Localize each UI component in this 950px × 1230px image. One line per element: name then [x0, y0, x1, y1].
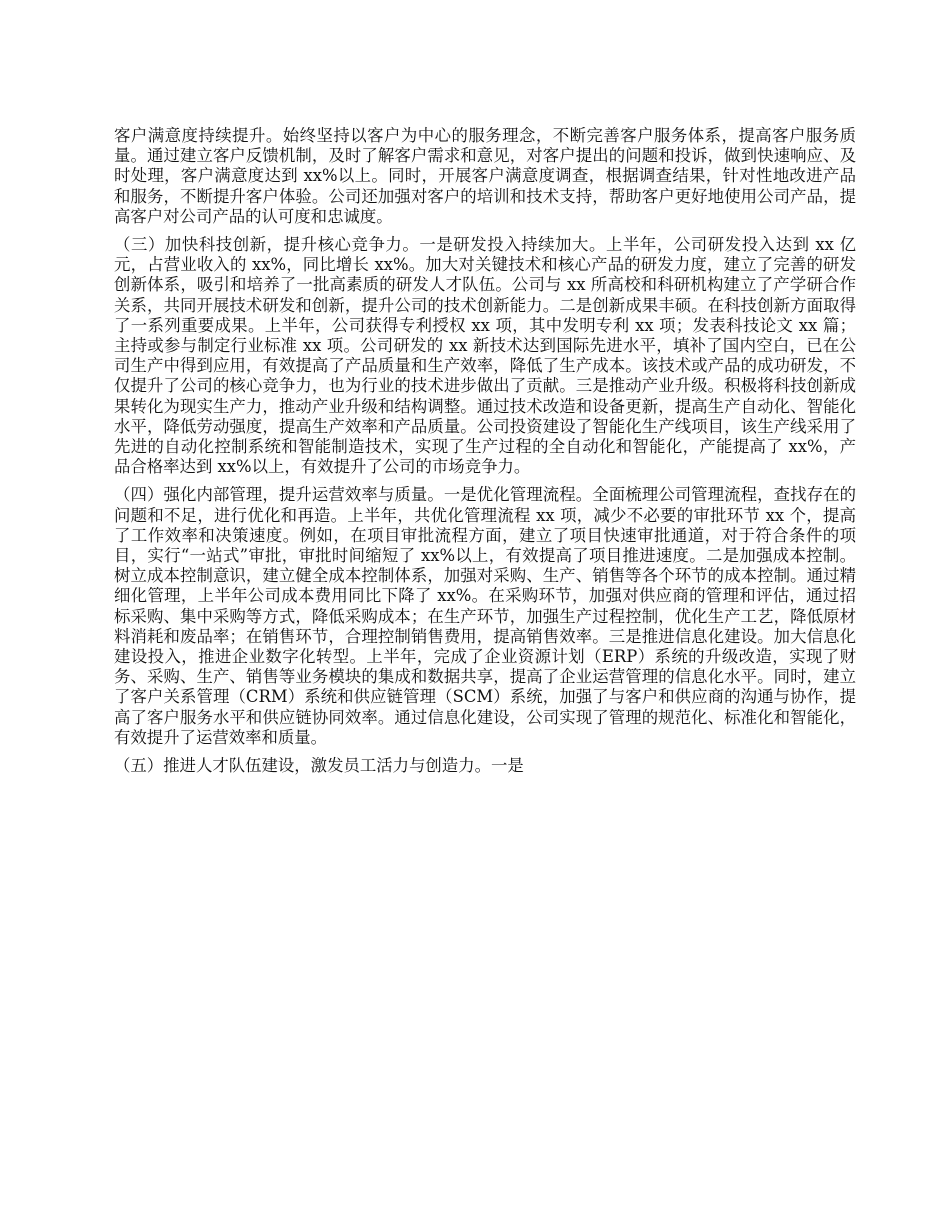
paragraph-customer-satisfaction: 客户满意度持续提升。始终坚持以客户为中心的服务理念，不断完善客户服务体系，提高客户服务质量。通过建立客户反馈机制，及时了解客户需求和意见，对客户提出的问题和投诉，做到快速响应、及时处理，客户满意度达到 xx%以上。同时，开展客户满意度调查，根据调查结果，针对性地改进产品和服务，不断提升客户体验。公司还加强对客户的培训和技术支持，帮助客户更好地使用公司产品，提高客户对公司产品的认可度和忠诚度。 — [114, 126, 856, 226]
paragraph-tech-innovation: （三）加快科技创新，提升核心竞争力。一是研发投入持续加大。上半年，公司研发投入达到 xx 亿元，占营业收入的 xx%，同比增长 xx%。加大对关键技术和核心产品的研发力度，建立了完善的研发创新体系，吸引和培养了一批高素质的研发人才队伍。公司与 xx 所高校和科研机构建立了产学研合作关系，共同开展技术研发和创新，提升公司的技术创新能力。二是创新成果丰硕。在科技创新方面取得了一系列重要成果。上半年，公司获得专利授权 xx 项，其中发明专利 xx 项；发表科技论文 xx 篇；主持或参与制定行业标准 xx 项。公司研发的 xx 新技术达到国际先进水平，填补了国内空白，已在公司生产中得到应用，有效提高了产品质量和生产效率，降低了生产成本。该技术或产品的成功研发，不仅提升了公司的核心竞争力，也为行业的技术进步做出了贡献。三是推动产业升级。积极将科技创新成果转化为现实生产力，推动产业升级和结构调整。通过技术改造和设备更新，提高生产自动化、智能化水平，降低劳动强度，提高生产效率和产品质量。公司投资建设了智能化生产线项目，该生产线采用了先进的自动化控制系统和智能制造技术，实现了生产过程的全自动化和智能化，产能提高了 xx%，产品合格率达到 xx%以上，有效提升了公司的市场竞争力。 — [114, 235, 856, 477]
document-body — [114, 126, 856, 784]
paragraph-talent-building: （五）推进人才队伍建设，激发员工活力与创造力。一是 — [114, 756, 524, 776]
paragraph-internal-management: （四）强化内部管理，提升运营效率与质量。一是优化管理流程。全面梳理公司管理流程，查找存在的问题和不足，进行优化和再造。上半年，共优化管理流程 xx 项，减少不必要的审批环节 xx 个，提高了工作效率和决策速度。例如，在项目审批流程方面，建立了项目快速审批通道，对于符合条件的项目，实行“一站式”审批，审批时间缩短了 xx%以上，有效提高了项目推进速度。二是加强成本控制。树立成本控制意识，建立健全成本控制体系，加强对采购、生产、销售等各个环节的成本控制。通过精细化管理，上半年公司成本费用同比下降了 xx%。在采购环节，加强对供应商的管理和评估，通过招标采购、集中采购等方式，降低采购成本；在生产环节，加强生产过程控制，优化生产工艺，降低原材料消耗和废品率；在销售环节，合理控制销售费用，提高销售效率。三是推进信息化建设。加大信息化建设投入，推进企业数字化转型。上半年，完成了企业资源计划（ERP）系统的升级改造，实现了财务、采购、生产、销售等业务模块的集成和数据共享，提高了企业运营管理的信息化水平。同时，建立了客户关系管理（CRM）系统和供应链管理（SCM）系统，加强了与客户和供应商的沟通与协作，提高了客户服务水平和供应链协同效率。通过信息化建设，公司实现了管理的规范化、标准化和智能化，有效提升了运营效率和质量。 — [114, 485, 856, 747]
